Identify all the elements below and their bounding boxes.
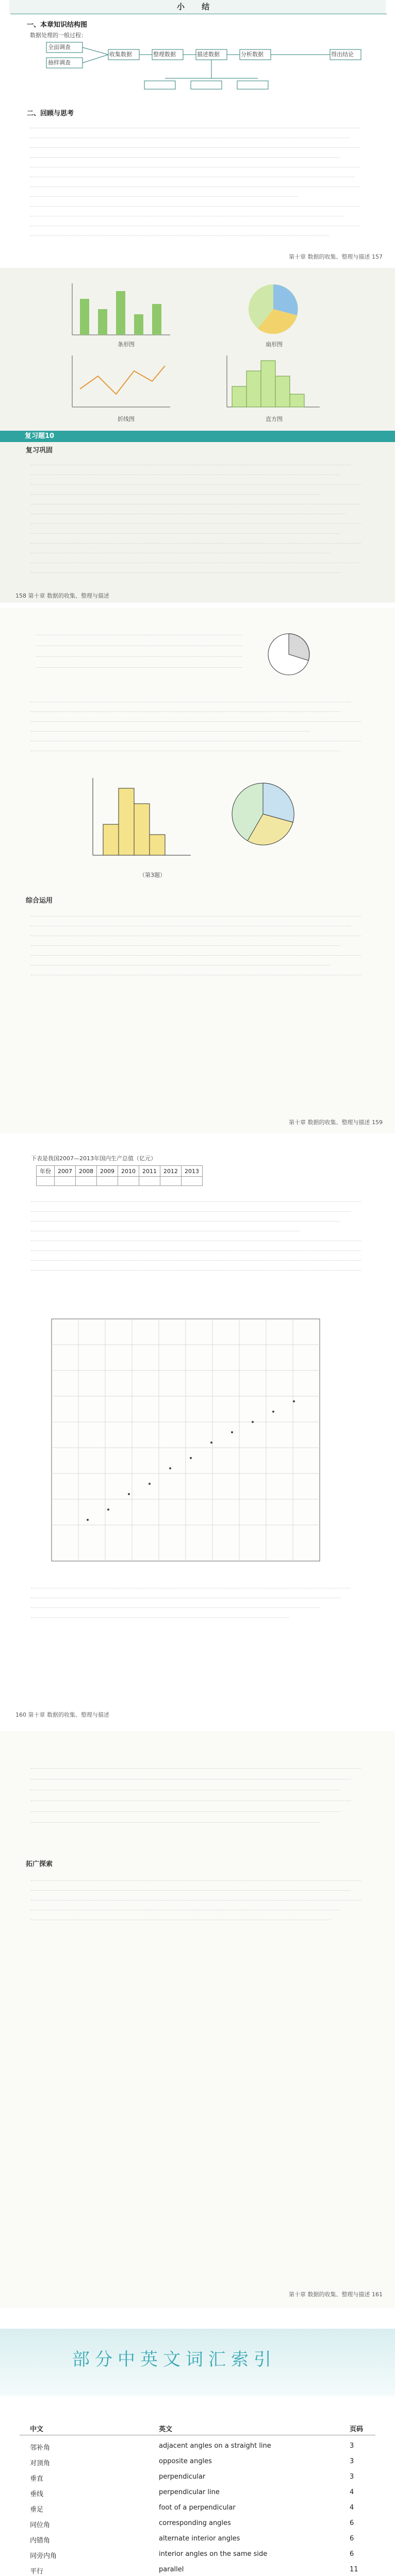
index-term-en: corresponding angles (159, 2519, 231, 2527)
index-term-zh: 平行 (30, 2568, 44, 2575)
index-page: 6 (350, 2519, 354, 2527)
index-row (20, 2455, 375, 2469)
index-term-zh: 内错角 (30, 2537, 51, 2545)
page-summary (0, 0, 395, 264)
section-heading-1: 一、本章知识结构图 (27, 21, 88, 29)
index-term-zh: 邻补角 (30, 2444, 51, 2452)
section-extension: 拓广探索 (26, 1860, 53, 1868)
page-vocab-index (0, 2313, 395, 2576)
index-page: 3 (350, 2473, 354, 2481)
index-term-zh: 垂足 (30, 2506, 44, 2514)
table-caption: 下表是我国2007—2013年国内生产总值（亿元） (31, 1155, 156, 1162)
exercise-lines-c (31, 1195, 361, 1274)
index-row (20, 2533, 375, 2546)
review-subheading: 复习巩固 (26, 447, 53, 454)
caption-pie: 扇形图 (266, 341, 283, 348)
page-review (0, 268, 395, 603)
index-term-en: foot of a perpendicular (159, 2504, 236, 2512)
page-gdp (0, 1139, 395, 1726)
page-title: 小 结 (177, 2, 217, 11)
table-header-cell: 2012 (160, 1166, 182, 1177)
thumb-histogram (227, 355, 320, 407)
index-term-en: perpendicular line (159, 2488, 220, 2496)
number-grid (36, 629, 253, 672)
table-header-cell: 2009 (97, 1166, 118, 1177)
index-term-en: adjacent angles on a straight line (159, 2442, 271, 2450)
exercise-lines-e (31, 1762, 361, 1827)
exercise-lines-b (31, 910, 361, 978)
index-page: 6 (350, 2535, 354, 2543)
index-term-en: interior angles on the same side (159, 2550, 268, 2558)
index-term-zh: 同位角 (30, 2521, 51, 2529)
box-organize: 整理数据 (153, 51, 176, 58)
index-term-en: parallel (159, 2566, 184, 2573)
index-page: 11 (350, 2566, 358, 2573)
index-term-en: opposite angles (159, 2458, 212, 2465)
index-page: 4 (350, 2504, 354, 2512)
pie-figure (258, 629, 320, 680)
thumb-pie-chart (249, 284, 298, 334)
caption-line: 折线图 (118, 416, 135, 422)
diagram-caption: 数据处理的一般过程： (30, 32, 87, 39)
index-page: 3 (350, 2458, 354, 2465)
index-row (20, 2564, 375, 2576)
index-header (20, 2421, 375, 2435)
box-describe: 描述数据 (197, 51, 220, 58)
table-header-cell: 2007 (55, 1166, 76, 1177)
col-english: 英文 (159, 2426, 173, 2433)
box-full-survey: 全面调查 (48, 44, 71, 50)
review-band (0, 431, 395, 442)
exercise-lines-a (31, 696, 361, 754)
box-analyze: 分析数据 (241, 51, 264, 58)
index-term-zh: 对顶角 (30, 2460, 51, 2467)
table-header-cell: 年份 (37, 1166, 55, 1177)
index-term-zh: 同旁内角 (30, 2552, 57, 2560)
index-page: 3 (350, 2442, 354, 2450)
exercise-figures (77, 768, 320, 871)
exercise-lines-f (31, 1874, 361, 1923)
index-row (20, 2471, 375, 2484)
table-header-cell: 2013 (182, 1166, 203, 1177)
page-footer-159: 第十章 数据的收集、整理与描述 159 (289, 1119, 383, 1126)
review-band-title: 复习题10 (25, 432, 55, 440)
table-header-cell: 2011 (139, 1166, 160, 1177)
box-conclude: 得出结论 (331, 51, 354, 58)
exercise-lines-d (31, 1582, 361, 1621)
index-title: 部分中英文词汇索引 (72, 2349, 276, 2370)
review-questions (31, 459, 361, 576)
scatter-grid (41, 1314, 330, 1571)
structure-diagram (21, 37, 382, 104)
col-chinese: 中文 (30, 2426, 44, 2433)
gdp-table (36, 1165, 203, 1186)
page-exercises (0, 608, 395, 1133)
index-term-en: alternate interior angles (159, 2535, 240, 2543)
review-text-block (30, 122, 365, 239)
chart-thumbnails (52, 278, 340, 417)
index-page: 6 (350, 2550, 354, 2558)
index-term-zh: 垂直 (30, 2475, 44, 2483)
caption-bar: 条形图 (118, 341, 135, 348)
page-footer-157: 第十章 数据的收集、整理与描述 157 (289, 253, 383, 260)
index-row (20, 2440, 375, 2453)
page-footer-160: 160 第十章 数据的收集、整理与描述 (15, 1711, 109, 1718)
section-heading-2: 二、回顾与思考 (27, 110, 74, 117)
table-header-cell: 2010 (118, 1166, 139, 1177)
index-row (20, 2548, 375, 2562)
section-applied: 综合运用 (26, 897, 53, 905)
thumb-line-chart (72, 355, 170, 407)
index-term-en: perpendicular (159, 2473, 206, 2481)
col-page: 页码 (350, 2426, 364, 2433)
index-page: 4 (350, 2488, 354, 2496)
box-sample-survey: 抽样调查 (48, 59, 71, 66)
index-row (20, 2502, 375, 2515)
index-term-zh: 垂线 (30, 2490, 44, 2498)
figure-caption: （第3题） (139, 872, 166, 878)
thumb-bar-chart (72, 283, 170, 335)
box-collect: 收集数据 (109, 51, 132, 58)
index-row (20, 2517, 375, 2531)
page-footer-161: 第十章 数据的收集、整理与描述 161 (289, 2291, 383, 2298)
table-header-cell: 2008 (76, 1166, 97, 1177)
index-row (20, 2486, 375, 2500)
caption-histogram: 直方图 (266, 416, 283, 422)
page-footer-158: 158 第十章 数据的收集、整理与描述 (15, 592, 109, 599)
page-extension (0, 1731, 395, 2308)
